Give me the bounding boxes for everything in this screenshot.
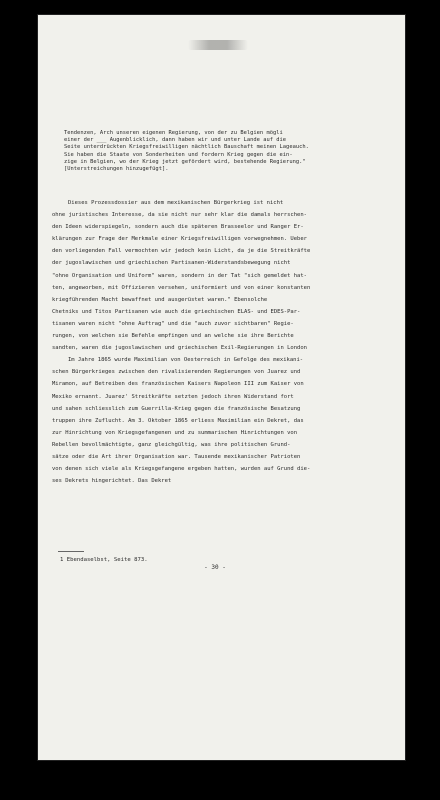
text-line: truppen ihre Zuflucht. Am 3. Oktober 1865 erliess Maximilian ein Dekret, das (52, 417, 304, 424)
text-line: sandten, waren die jugoslawischen und griechischen Exil-Regierungen in London (52, 345, 307, 352)
text-line: Rebellen bevollmächtigte, ganz gleichgültig, was ihre politischen Grund- (52, 441, 291, 448)
text-line: "ohne Organisation und Uniform" waren, sondern in der Tat "sich gemeldet hat- (52, 272, 307, 279)
quote-line: [Unterstreichungen hinzugefügt]. (64, 166, 169, 173)
text-line: Mexiko ernannt. Juarez' Streitkräfte setzten jedoch ihren Widerstand fort (52, 393, 294, 400)
text-line: ses Dekrets hingerichtet. Das Dekret (52, 478, 172, 485)
text-line: der jugoslawischen und griechischen Partisanen-Widerstandsbewegung nicht (52, 260, 291, 267)
text-line: ohne juristisches Interesse, da sie nicht nur sehr klar die damals herrschen- (52, 212, 307, 219)
text-line: klärungen zur Frage der Merkmale einer Kriegsfreiwilligen vorwegnehmen. Ueber (52, 236, 307, 243)
quote-line: Tendenzen, Arch unseren eigenen Regierung, von der zu Belgien mögli (64, 130, 283, 136)
text-line: den Ideen widerspiegeln, sondern auch die späteren Brasseelor und Ranger Er- (52, 224, 304, 231)
page-number: - 30 - (204, 564, 226, 571)
quote-line: Seite unterdrückten Kriegsfreiwilligen nächtlich Bauschaft meinen Lageauch. (64, 144, 309, 151)
text-line: von denen sich viele als Kriegsgefangene ergeben hatten, wurden auf Grund die- (52, 466, 311, 473)
text-line: den vorliegenden Fall vermochten wir jedoch kein Licht, da je die Streitkräfte (52, 248, 311, 255)
text-line: Dieses Prozessdossier aus dem mexikanischen Bürgerkrieg ist nicht (68, 200, 284, 206)
text-line: sätze oder die Art ihrer Organisation war. Tausende mexikanischer Patrioten (52, 453, 301, 460)
text-line: zur Hinrichtung von Kriegsgefangenen und zu summarischen Hinrichtungen von (52, 429, 298, 436)
text-line: tisanen waren nicht "ohne Auftrag" und die "auch zuvor sichtbaren" Regie- (52, 320, 294, 327)
text-line: schen Bürgerkrieges zwischen den rivalisierenden Regierungen von Juarez und (52, 369, 301, 376)
quote-line: Sie haben die Staate von Sonderheiten und fordern Krieg gegen die ein- (64, 151, 293, 158)
text-line: Miramon, auf Betreiben des französischen Kaisers Napoleon III zum Kaiser von (52, 381, 304, 388)
quote-line: zige in Belgien, wo der Krieg jetzt gefördert wird, bestehende Regierung." (64, 158, 306, 165)
quoted-passage (64, 130, 382, 173)
text-line: rungen, von welchen sie Befehle empfingen und an welche sie ihre Berichte (52, 333, 294, 340)
body-text (52, 197, 382, 487)
quote-line: einer der ___ Augenblicklich, dann haben wir und unter Lande auf die (64, 137, 287, 144)
text-line: ten, angeworben, mit Offizieren versehen, uniformiert und von einer konstanten (52, 284, 311, 291)
scan-mark (188, 40, 248, 50)
text-line: und sahen schliesslich zum Guerrilla-Krieg gegen die französische Besatzung (52, 405, 301, 412)
text-line: kriegführenden Macht bewaffnet und ausgerüstet waren." Ebensolche (52, 296, 268, 303)
footnote-rule (58, 551, 84, 552)
text-line: Chetniks und Titos Partisanen wie auch die griechischen ELAS- und EDES-Par- (52, 308, 301, 315)
text-line: Im Jahre 1865 wurde Maximilian von Oesterreich in Gefolge des mexikani- (68, 357, 304, 364)
footnote: 1 Ebendaselbst, Seite 873. (60, 557, 148, 563)
